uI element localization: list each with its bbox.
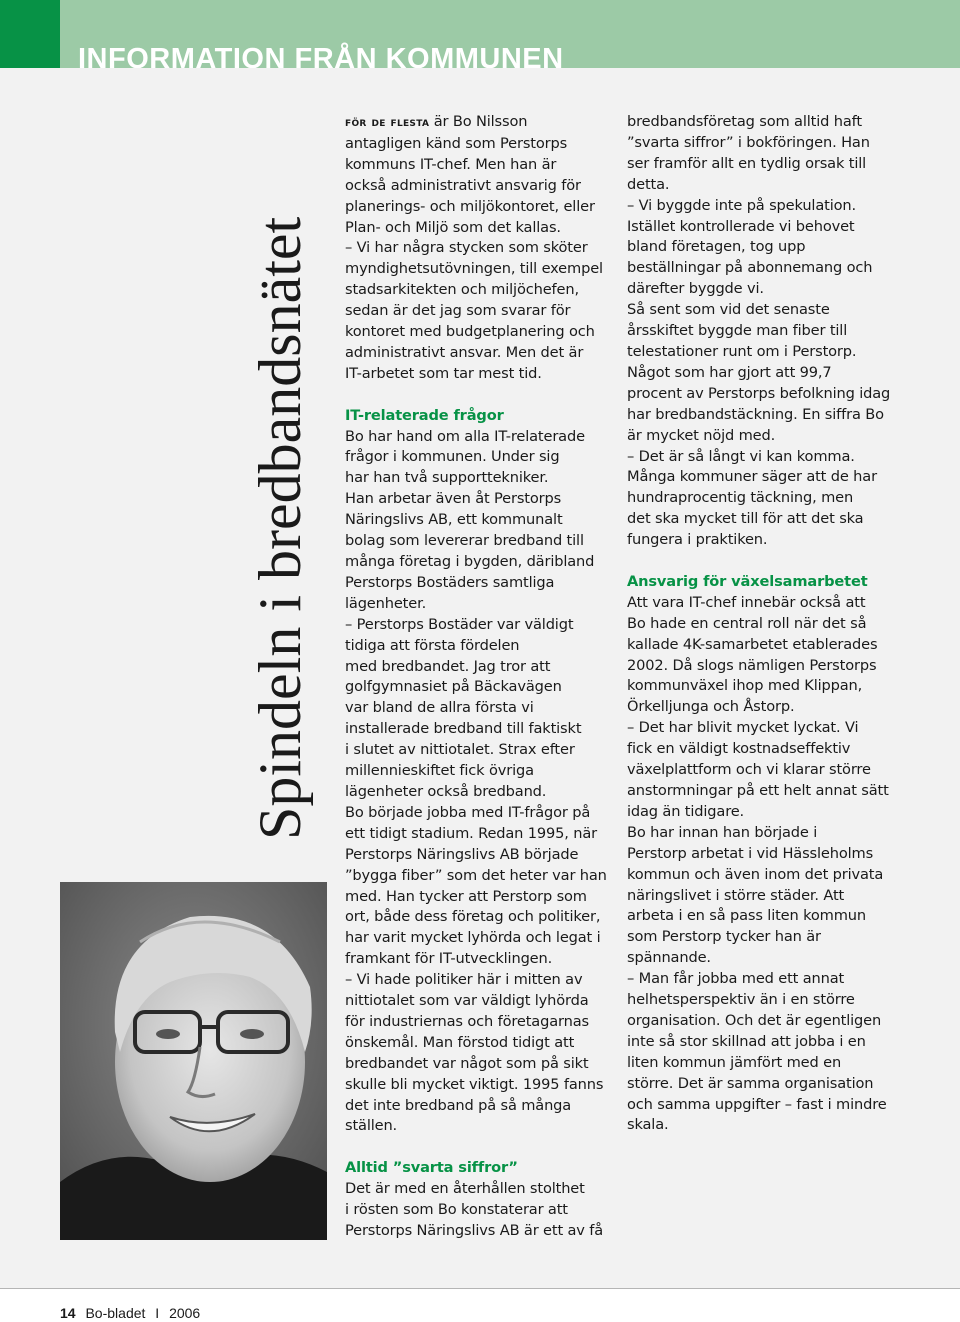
page-number: 14 [60,1305,76,1321]
vaxel-paragraph: Att vara IT-chef innebär också att Bo hade en central roll när det så kallade 4K-samarbetet etablerades 2002. Då slogs nämligen Perstorps kommunväxel ihop med Klippan, Örkelljunga och Åstorp. – Det har blivit mycket lyckat. Vi fick en väldigt kostnadseffektiv växelplattform och vi klarar större anstormningar på ett helt annat sätt idag än tidigare. Bo har innan han började i Perstorp arbetat i vid Hässleholms kommun och även inom det privata näringslivet i större städer. Att arbeta i en så pass liten kommun som Perstorp tycker han är spännande. – Man får jobba med ett annat helhetsperspektiv än i en större organisation. Och det är egentligen inte så stor skillnad att jobba i en liten kommun jämfört med en större. Det är samma organisation och samma uppgifter – fast i mindre skala. [627,593,889,1134]
portrait-illustration [60,882,327,1240]
subheading-it: IT-relaterade frågor [345,406,504,424]
lead-smallcaps: för de flesta [345,115,430,130]
article-column-2 [627,112,902,1136]
publication-year: 2006 [169,1305,201,1321]
svarta-siffror-paragraph: Det är med en återhållen stolthet i rösten som Bo konstaterar att Perstorps Näringslivs AB är ett av få [345,1180,604,1239]
intro-text: är Bo Nilsson antagligen känd som Perstorps kommuns IT-chef. Men han är också administrativt ansvarig för planerings- och miljökontoret, eller Plan- och Miljö som det kallas. – Vi har några stycken som sköter myndighetsutövningen, till exempel stadsarkitekten och miljöchefen, sedan är det jag som svarar för kontoret med budgetplanering och administrativt ansvar. Men det är IT-arbetet som tar mest tid. [345,113,603,382]
publication-name: Bo-bladet [85,1305,146,1321]
portrait-photo [60,882,327,1240]
continuation-paragraph: bredbandsföretag som alltid haft ”svarta siffror” i bokföringen. Han ser framför allt en tydlig orsak till detta. – Vi byggde inte på spekulation. Istället kontrollerade vi behovet bland företagen, tog upp beställningar på abonnemang och därefter byggde vi. Så sent som vid det senaste årsskiftet byggde man fiber till telestationer runt om i Perstorp. Något som har gjort att 99,7 procent av Perstorps befolkning idag har bredbandstäckning. En siffra Bo är mycket nöjd med. – Det är så långt vi kan komma. Många kommuner säger att de har hundraprocentig täckning, men det ska mycket till för att det ska fungera i praktiken. [627,113,891,549]
article-column-1 [345,112,613,1242]
intro-paragraph [345,112,613,385]
page-footer [60,1305,200,1321]
subheading-vaxelsamarbetet: Ansvarig för växelsamarbetet [627,572,868,590]
header-green-block [0,0,60,68]
section-title: INFORMATION FRÅN KOMMUNEN [78,43,564,68]
subheading-svarta-siffror: Alltid ”svarta siffror” [345,1159,518,1177]
footer-separator: I [155,1305,160,1321]
article-title: Spindeln i bredbandsnätet [247,216,313,840]
footer-divider [0,1288,960,1289]
article-title-container [240,100,320,840]
it-paragraph: Bo har hand om alla IT-relaterade frågor i kommunen. Under sig har han två supporttekniker. Han arbetar även åt Perstorps Näringslivs AB, ett kommunalt bolag som levererar bredband till många företag i bygden, däribland Perstorps Bostäders samtliga lägenheter. – Perstorps Bostäder var väldigt tidiga att första fördelen med bredbandet. Jag tror att golfgymnasiet på Bäckavägen var bland de allra första vi installerade bredband till faktiskt i slutet av nittiotalet. Strax efter millennieskiftet fick övriga lägenheter också bredband. Bo började jobba med IT-frågor på ett tidigt stadium. Redan 1995, när Perstorps Näringslivs AB började ”bygga fiber” som det heter var han med. Han tycker att Perstorp som ort, både dess företag och politiker, har varit mycket lyhörda och legat i framkant för IT-utvecklingen. – Vi hade politiker här i mitten av nittiotalet som var väldigt lyhörda för industriernas och företagarnas önskemål. Man förstod tidigt att bredbandet var något som på sikt skulle bli mycket viktigt. 1995 fanns det inte bredband på så många ställen. [345,427,607,1135]
